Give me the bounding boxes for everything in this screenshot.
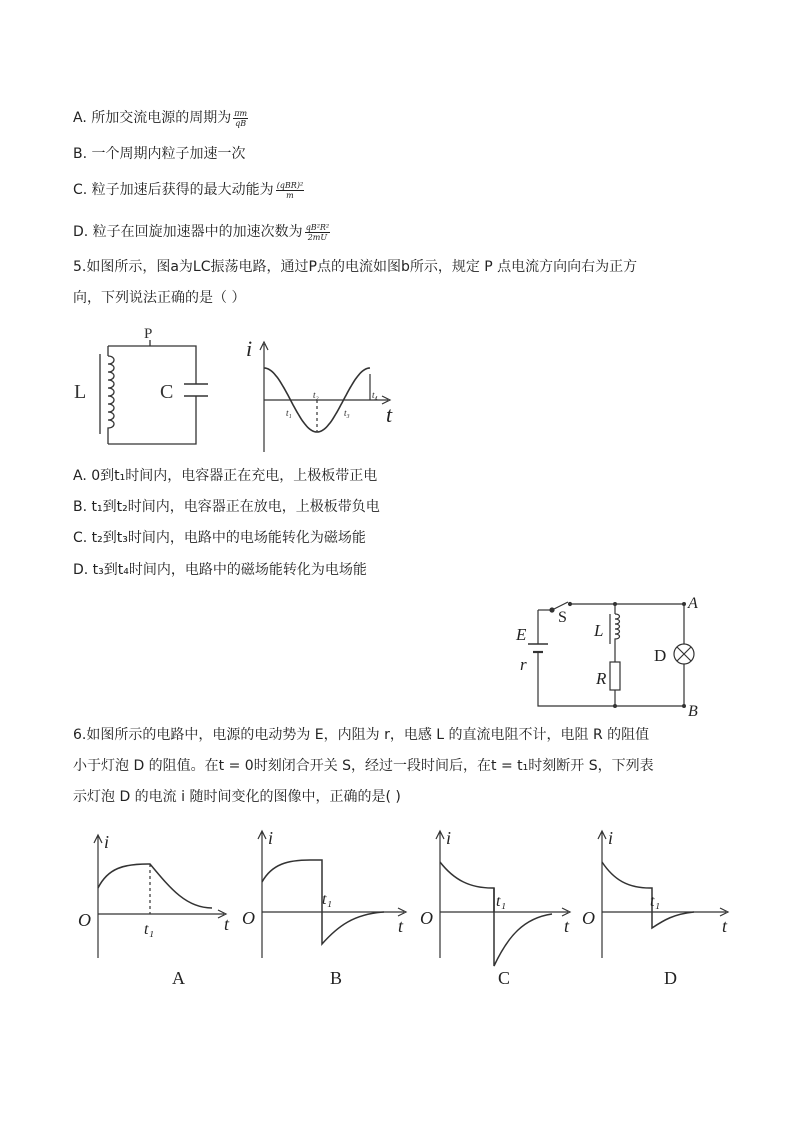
graph-label-c: C [498, 968, 511, 988]
q4-option-d-fraction [305, 223, 330, 242]
q5-stem-line-2: 向，下列说法正确的是（ ） [73, 290, 246, 306]
graph-d [582, 828, 728, 988]
label-inductor: L [594, 621, 604, 640]
axis-t-label: t [224, 914, 230, 934]
axis-i-label: i [268, 828, 274, 848]
lc-circuit-diagram [72, 326, 212, 454]
frac-denominator: qB [235, 118, 247, 128]
tick-t1: t₁ [286, 408, 292, 418]
label-l: L [74, 381, 87, 403]
tick-t4: t₄ [372, 390, 378, 400]
origin-label: O [242, 908, 255, 928]
axis-i-label: i [104, 832, 110, 852]
q5-option-b: B. t₁到t₂时间内，电容器正在放电，上极板带负电 [73, 499, 380, 515]
axis-t-label: t [722, 916, 728, 936]
tick-t1: t₁ [322, 891, 333, 908]
q5-stem [73, 252, 723, 314]
frac-denominator: m [286, 190, 294, 200]
graph-a [78, 832, 230, 988]
q5-option-c: C. t₂到t₃时间内，电路中的电场能转化为磁场能 [73, 530, 366, 546]
axis-i-label: i [246, 336, 253, 361]
frac-numerator: πm [234, 108, 248, 118]
label-p: P [144, 326, 153, 342]
q6-answer-graphs [74, 826, 734, 994]
graph-label-b: B [330, 968, 343, 988]
origin-label: O [582, 908, 595, 928]
tick-t1: t₁ [144, 921, 155, 938]
tick-t1: t₁ [496, 893, 507, 910]
q4-option-d-text: D. 粒子在回旋加速器中的加速次数为 [73, 224, 303, 240]
axis-i-label: i [446, 828, 452, 848]
label-switch: S [558, 609, 567, 626]
label-node-b: B [688, 703, 698, 718]
label-lamp: D [654, 646, 667, 665]
oscillation-current-graph [238, 334, 408, 458]
q6-stem-line-1: 6.如图所示的电路中，电源的电动势为 E，内阻为 r，电感 L 的直流电阻不计，电阻 R 的阻值 [73, 727, 650, 743]
q4-option-a-fraction [233, 109, 248, 128]
q5-option-a: A. 0到t₁时间内，电容器正在充电，上极板带正电 [73, 468, 378, 484]
origin-label: O [420, 908, 433, 928]
graph-label-d: D [664, 968, 677, 988]
tick-t3: t₃ [344, 408, 350, 418]
graph-c [420, 828, 570, 988]
q4-option-c-fraction [276, 181, 304, 200]
axis-t-label: t [564, 916, 570, 936]
q4-option-c [73, 180, 304, 200]
q6-stem-line-2: 小于灯泡 D 的阻值。在t = 0时刻闭合开关 S，经过一段时间后，在t = t₁时刻断开 S，下列表 [73, 758, 654, 774]
q5-option-d: D. t₃到t₄时间内，电路中的磁场能转化为电场能 [73, 562, 367, 578]
axis-t-label: t [398, 916, 404, 936]
frac-numerator: (qBR)² [276, 180, 304, 190]
label-c: C [160, 381, 174, 403]
q5-stem-line-1: 5.如图所示，图a为LC振荡电路，通过P点的电流如图b所示，规定 P 点电流方向向右为正方 [73, 259, 638, 275]
q4-option-b: B. 一个周期内粒子加速一次 [73, 146, 246, 162]
q4-option-d [73, 222, 330, 242]
q4-option-c-text: C. 粒子加速后获得的最大动能为 [73, 182, 274, 198]
q6-stem [73, 720, 723, 813]
tick-t2: t₂ [313, 390, 319, 400]
origin-label: O [78, 910, 91, 930]
frac-numerator: qB²R² [305, 222, 330, 232]
q4-option-a-text: A. 所加交流电源的周期为 [73, 110, 232, 126]
label-resistor: R [596, 669, 607, 688]
frac-denominator: 2mU [307, 232, 328, 242]
axis-i-label: i [608, 828, 614, 848]
q4-option-a [73, 108, 248, 128]
label-emf: E [516, 625, 527, 644]
q6-stem-line-3: 示灯泡 D 的电流 i 随时间变化的图像中，正确的是( ) [73, 789, 401, 805]
graph-label-a: A [172, 968, 185, 988]
rl-lamp-circuit-diagram [510, 592, 720, 718]
axis-t-label: t [386, 402, 393, 427]
label-node-a: A [688, 595, 698, 612]
label-internal-resistance: r [520, 655, 527, 674]
graph-b [242, 828, 406, 988]
tick-t1: t₁ [650, 893, 661, 910]
